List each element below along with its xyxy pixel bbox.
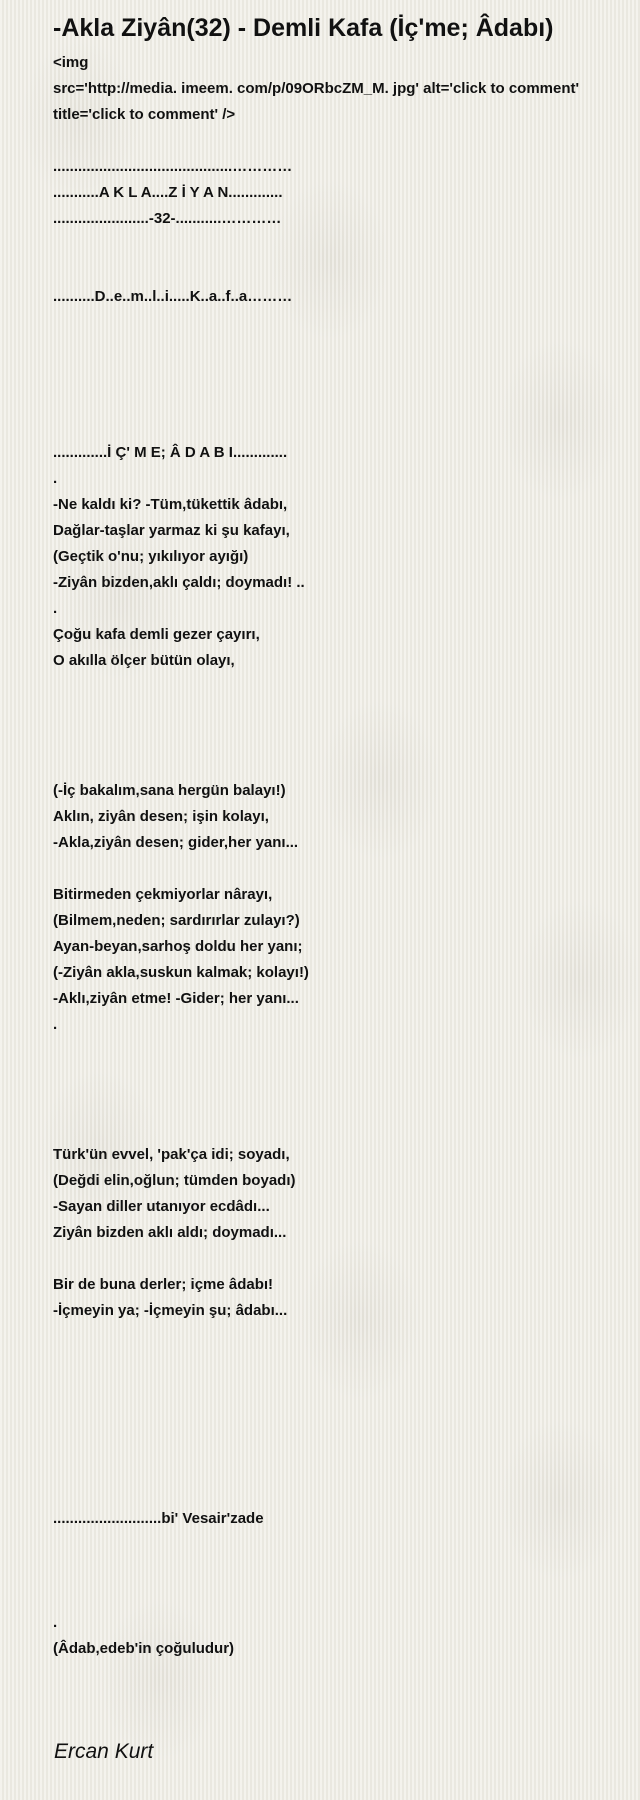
blank-line <box>53 1558 613 1584</box>
poem-line: Aklın, ziyân desen; işin kolayı, <box>53 808 269 825</box>
poem-line: (-İç bakalım,sana hergün balayı!) <box>53 782 286 799</box>
blank-line <box>53 1402 613 1428</box>
blank-line <box>53 674 613 700</box>
poem-line: -Ziyân bizden,aklı çaldı; doymadı! .. <box>53 574 305 591</box>
blank-line <box>53 310 613 336</box>
blank-line <box>53 1376 613 1402</box>
blank-line <box>53 1428 613 1454</box>
poem-line: . <box>53 470 58 487</box>
poem-body <box>53 50 613 1662</box>
poem-line: Bitirmeden çekmiyorlar nârayı, <box>53 886 273 903</box>
poem-line: (Âdab,edeb'in çoğuludur) <box>53 1640 235 1657</box>
blank-line <box>53 1116 613 1142</box>
blank-line <box>53 1246 613 1272</box>
blank-line <box>53 362 613 388</box>
poem-line: Dağlar-taşlar yarmaz ki şu kafayı, <box>53 522 290 539</box>
poem-line: . <box>53 600 58 617</box>
blank-line <box>53 128 613 154</box>
poem-line: -Ne kaldı ki? -Tüm,tükettik âdabı, <box>53 496 288 513</box>
blank-line <box>53 336 613 362</box>
blank-line <box>53 1064 613 1090</box>
poem-line: ..........................bi' Vesair'zade <box>53 1510 264 1527</box>
blank-line <box>53 726 613 752</box>
poem-line: -Sayan diller utanıyor ecdâdı... <box>53 1198 270 1215</box>
poem-line: .............İ Ç' M E; Â D A B I............. <box>53 444 288 461</box>
author-name: Ercan Kurt <box>54 1740 154 1763</box>
blank-line <box>53 1350 613 1376</box>
poem-line: (Geçtik o'nu; yıkılıyor ayığı) <box>53 548 249 565</box>
poem-line: ...........A K L A....Z İ Y A N............. <box>53 184 283 201</box>
poem-line: Ziyân bizden aklı aldı; doymadı... <box>53 1224 287 1241</box>
poem-line: src='http://media. imeem. com/p/09ORbcZM_M. jpg' alt='click to comment' title='click to comment' /> <box>53 80 584 123</box>
blank-line <box>53 388 613 414</box>
blank-line <box>53 856 613 882</box>
blank-line <box>53 1324 613 1350</box>
blank-line <box>53 1532 613 1558</box>
poem-line: O akılla ölçer bütün olayı, <box>53 652 235 669</box>
poem-line: ...........................................………… <box>53 158 293 175</box>
poem-line: (Bilmem,neden; sardırırlar zulayı?) <box>53 912 300 929</box>
blank-line <box>53 1454 613 1480</box>
blank-line <box>53 752 613 778</box>
poem-line: (-Ziyân akla,suskun kalmak; kolayı!) <box>53 964 309 981</box>
blank-line <box>53 414 613 440</box>
poem-line: <img <box>53 54 89 71</box>
blank-line <box>53 1584 613 1610</box>
poem-line: . <box>53 1614 58 1631</box>
blank-line <box>53 1038 613 1064</box>
poem-line: (Değdi elin,oğlun; tümden boyadı) <box>53 1172 296 1189</box>
poem-line: Ayan-beyan,sarhoş doldu her yanı; <box>53 938 303 955</box>
blank-line <box>53 258 613 284</box>
poem-title: -Akla Ziyân(32) - Demli Kafa (İç'me; Âdabı) <box>53 14 554 42</box>
blank-line <box>53 700 613 726</box>
poem-line: -Aklı,ziyân etme! -Gider; her yanı... <box>53 990 299 1007</box>
poem-line: Bir de buna derler; içme âdabı! <box>53 1276 274 1293</box>
blank-line <box>53 1480 613 1506</box>
poem-line: -Akla,ziyân desen; gider,her yanı... <box>53 834 299 851</box>
poem-line: . <box>53 1016 58 1033</box>
poem-line: Çoğu kafa demli gezer çayırı, <box>53 626 260 643</box>
blank-line <box>53 1090 613 1116</box>
blank-line <box>53 232 613 258</box>
poem-line: ..........D..e..m..l..i.....K..a..f..a……… <box>53 288 293 305</box>
poem-line: Türk'ün evvel, 'pak'ça idi; soyadı, <box>53 1146 290 1163</box>
poem-line: .......................-32-...........………… <box>53 210 282 227</box>
poem-line: -İçmeyin ya; -İçmeyin şu; âdabı... <box>53 1302 288 1319</box>
